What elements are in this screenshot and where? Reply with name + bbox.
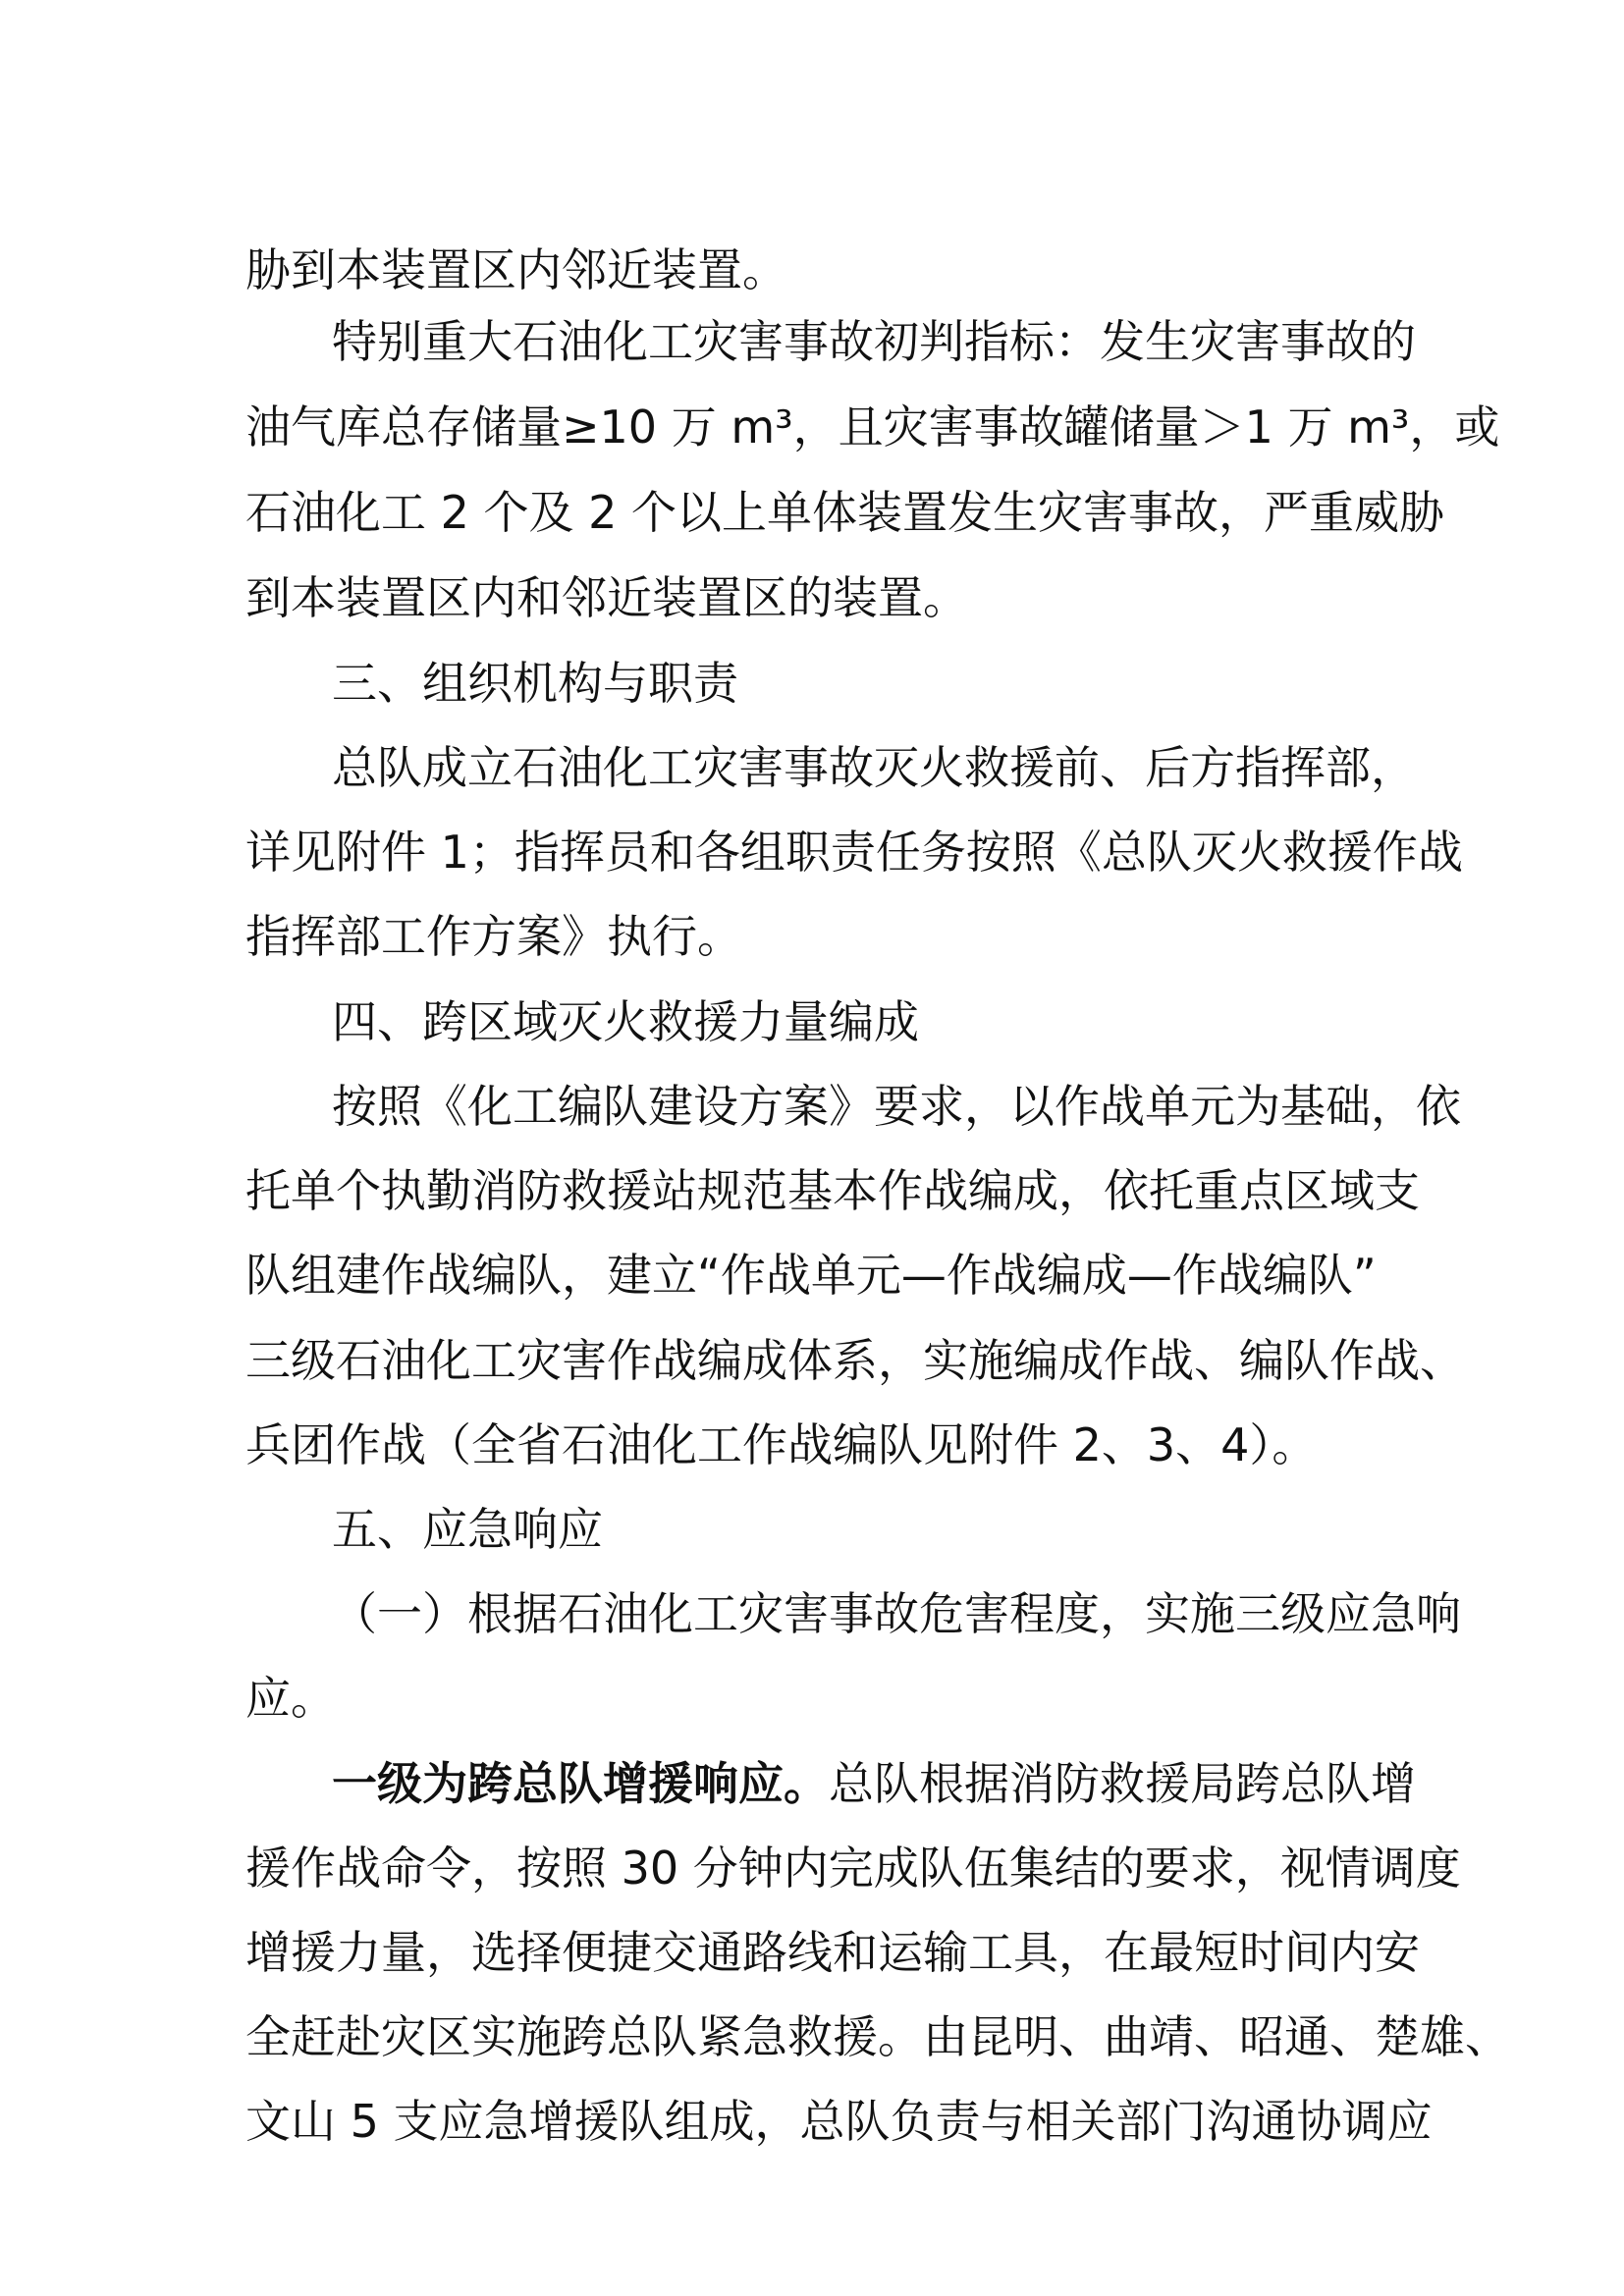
bold-lead-text: 一级为跨总队增援响应。 — [332, 1757, 829, 1810]
text-line: （一）根据石油化工灾害事故危害程度，实施三级应急响 — [332, 1587, 1461, 1640]
text-line: 到本装置区内和邻近装置区的装置。 — [245, 571, 968, 624]
text-line: 应。 — [245, 1672, 336, 1725]
text-line: 按照《化工编队建设方案》要求，以作战单元为基础，依 — [332, 1080, 1461, 1133]
text-line: 增援力量，选择便捷交通路线和运输工具，在最短时间内安 — [245, 1926, 1420, 1979]
text-line — [332, 1754, 1416, 1813]
text-span: 总队根据消防救援局跨总队增 — [829, 1757, 1416, 1810]
text-line: 详见附件 1；指挥员和各组职责任务按照《总队灭火救援作战 — [245, 826, 1463, 879]
section-heading: 三、组织机构与职责 — [332, 657, 738, 710]
text-line: 石油化工 2 个及 2 个以上单体装置发生灾害事故，严重威胁 — [245, 486, 1445, 539]
section-heading: 四、跨区域灭火救援力量编成 — [332, 995, 919, 1048]
section-heading: 五、应急响应 — [332, 1503, 603, 1556]
text-line: 援作战命令，按照 30 分钟内完成队伍集结的要求，视情调度 — [245, 1842, 1461, 1895]
text-line: 油气库总存储量≥10 万 m³，且灾害事故罐储量＞1 万 m³，或 — [245, 400, 1500, 454]
text-line: 队组建作战编队，建立“作战单元—作战编成—作战编队” — [245, 1249, 1377, 1302]
text-line: 指挥部工作方案》执行。 — [245, 910, 742, 963]
text-line: 托单个执勤消防救援站规范基本作战编成，依托重点区域支 — [245, 1164, 1420, 1217]
text-line: 胁到本装置区内邻近装置。 — [245, 243, 787, 296]
text-line: 全赶赴灾区实施跨总队紧急救援。由昆明、曲靖、昭通、楚雄、 — [245, 2010, 1510, 2063]
text-line: 文山 5 支应急增援队组成，总队负责与相关部门沟通协调应 — [245, 2095, 1433, 2148]
text-line: 总队成立石油化工灾害事故灭火救援前、后方指挥部， — [332, 741, 1416, 794]
text-line: 特别重大石油化工灾害事故初判指标：发生灾害事故的 — [332, 315, 1416, 368]
text-line: 兵团作战（全省石油化工作战编队见附件 2、3、4）。 — [245, 1418, 1318, 1471]
text-line: 三级石油化工灾害作战编成体系，实施编成作战、编队作战、 — [245, 1334, 1465, 1387]
